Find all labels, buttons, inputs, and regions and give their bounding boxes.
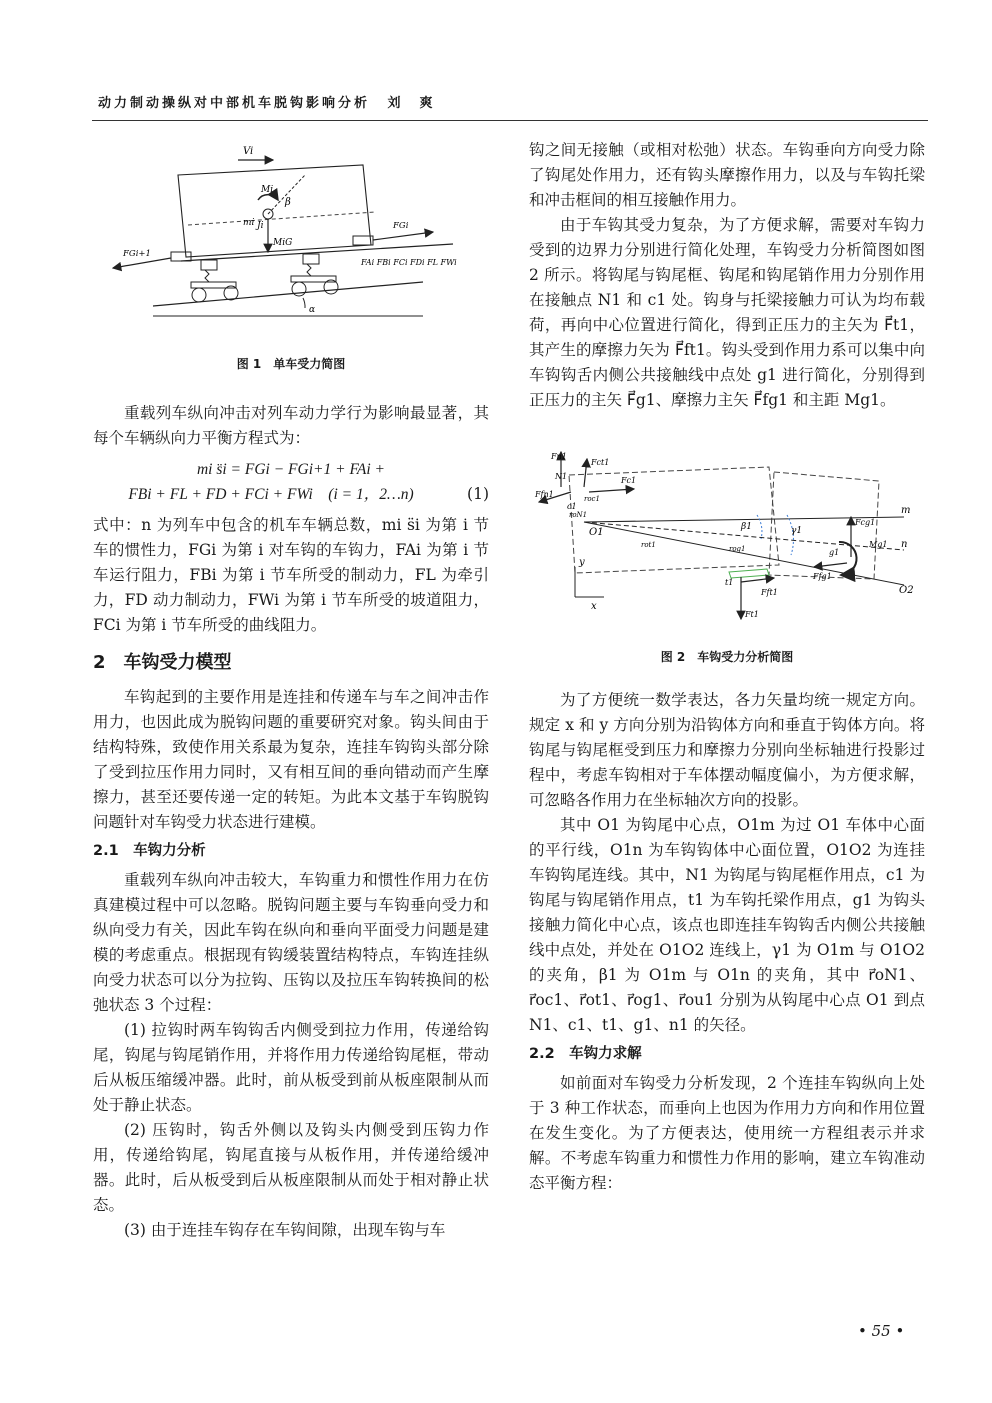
fig1-label-alpha: α [309, 305, 316, 315]
fct1-arrow [584, 459, 587, 487]
centre-line [188, 212, 375, 225]
figure-1-diagram [93, 130, 489, 320]
figure-2 [529, 447, 925, 670]
left-paragraph-3: 车钩起到的主要作用是连挂和传递车与车之间冲击作用力，也因此成为脱钩问题的重要研究对象。钩头间由于结构特殊，致使作用关系最为复杂，连挂车钩钩头部分除了受到拉压作用力同时，又有相互间的垂向错动而产生摩擦力，甚至还要传递一定的转矩。为此本文基于车钩脱钩问题针对车钩受力状态进行建模。 [93, 688, 489, 831]
fig1-label-moment: Mi [261, 185, 274, 195]
alpha-arc [303, 298, 305, 308]
right-paragraph-3: 为了方便统一数学表达，各力矢量均统一规定方向。规定 x 和 y 方向分别为沿钩体方向和垂直于钩体方向。将钩尾与钩尾框受到压力和摩擦力分别向坐标轴进行投影过程中，考虑车钩相对于车体摆动幅度偏小，为方便求解，可忽略各作用力在坐标轴次方向的投影。 [529, 691, 925, 809]
fig2-label-c1: c1 [567, 502, 577, 511]
left-paragraph-7: (3) 由于连挂车钩存在车钩间隙，出现车钩与车 [124, 1221, 446, 1239]
equation-1 [93, 457, 489, 507]
fig1-label-inertia: Ji [257, 221, 264, 231]
page-number: • 55 • [858, 1322, 905, 1340]
fig2-label-ffn1: Ffn1 [535, 490, 554, 499]
coupler-frame-left [569, 467, 779, 573]
fig2-label-fcg1: Fcg1 [855, 518, 876, 527]
right-paragraph-1: 钩之间无接触（或相对松弛）状态。车钩垂向方向受力除了钩尾处作用力，还有钩头摩擦作用力，以及与车钩托梁和冲击框间的相互接触作用力。 [529, 141, 925, 209]
beta1-arc [757, 515, 762, 539]
figure-1 [93, 130, 489, 377]
fig2-label-fft1: Fft1 [761, 588, 778, 597]
fig2-label-fn1: Fn1 [551, 452, 567, 461]
equation-1-line-2 [93, 482, 489, 507]
left-paragraph-2: 式中：n 为列车中包含的机车车辆总数，mi s̈i 为第 i 节车的惯性力，FGi 为第 i 对车钩的车钩力，FAi 为第 i 节车运行阻力，FBi 为第 i 节车所受的制动力，FL 为牵引力，FD 动力制动力，FWi 为第 i 节车所受的坡道阻力，FCi 为第 i 节车所受的曲线阻力。 [93, 516, 489, 634]
fig2-label-rot1: rot1 [641, 541, 656, 549]
fig2-label-roc1: roc1 [584, 495, 600, 503]
equation-1-number: (1) [467, 485, 489, 503]
figure-1-caption: 图 1 单车受力简图 [236, 357, 346, 371]
fgi-arrow [373, 232, 433, 240]
fig2-label-x: x [591, 601, 597, 612]
fig2-label-o2: O2 [899, 585, 914, 596]
fc1-arrow [589, 489, 634, 492]
fig2-label-m: m [901, 505, 911, 516]
figure-2-diagram [529, 447, 925, 627]
fig2-label-n: n [901, 539, 908, 550]
fig2-label-y: y [579, 557, 585, 568]
section-2-2-heading: 2.2 车钩力求解 [529, 1046, 642, 1062]
fig2-label-ffg1: Ffg1 [813, 572, 832, 581]
section-2-heading: 2 车钩受力模型 [93, 652, 232, 673]
fig2-label-t1: t1 [725, 578, 734, 587]
running-header [98, 92, 436, 111]
rail-slope [153, 282, 423, 306]
running-title: 动力制动操纵对中部机车脱钩影响分析 [98, 96, 371, 111]
fig2-label-o1: O1 [589, 527, 604, 538]
fig2-label-fc1: Fc1 [621, 476, 637, 485]
fig1-label-fgi: FGi [393, 221, 409, 231]
left-column [93, 130, 489, 1243]
right-paragraph-5: 如前面对车钩受力分析发现，2 个连挂车钩纵向上处于 3 种工作状态，而垂向上也因为作用力方向和作用位置在发生变化。为了方便表达，使用统一方程组表示并求解。不考虑车钩重力和惯性力作用的影响，建立车钩准动态平衡方程： [529, 1074, 925, 1192]
right-column [529, 138, 925, 1196]
figure-2-caption: 图 2 车钩受力分析简图 [660, 650, 794, 664]
fig2-label-ron1: roN1 [569, 511, 588, 519]
fig1-label-forces: FAi FBi FCi FDi FL FWi [361, 258, 457, 267]
left-paragraph-1: 重载列车纵向冲击对列车动力学行为影响最显著，其每个车辆纵向力平衡方程式为： [93, 404, 489, 447]
fft1-arrow [741, 578, 774, 582]
section-2-1-heading: 2.1 车钩力分析 [93, 843, 206, 859]
fig2-label-rog1: rog1 [729, 545, 746, 553]
header-rule [92, 120, 928, 121]
left-paragraph-6: (2) 压钩时，钩舌外侧以及钩头内侧受到压钩力作用，传递给钩尾，钩尾直接与从板作用，并传递给缓冲器。此时，后从板受到后从板座限制从而处于相对静止状态。 [93, 1121, 489, 1214]
fig1-label-velocity: Vi [243, 146, 254, 157]
equation-1-line-2-text: FBi + FL + FD + FCi + FWi (i = 1，2…n) [128, 486, 414, 503]
fig2-label-gamma1: γ1 [791, 526, 803, 536]
fig2-label-g1: g1 [829, 548, 840, 557]
fig1-label-mass: mi [243, 218, 255, 228]
fgi1-arrow [113, 258, 171, 268]
fig2-label-mg1: Mg1 [869, 540, 888, 549]
rear-bogie [191, 260, 238, 302]
left-paragraph-5: (1) 拉钩时两车钩钩舌内侧受到拉力作用，传递给钩尾，钩尾与钩尾销作用，并将作用力传递给钩尾框，带动后从板压缩缓冲器。此时，前从板受到前从板座限制从而处于静止状态。 [93, 1021, 489, 1114]
ffg1-arrow [814, 563, 847, 567]
right-paragraph-2: 由于车钩其受力复杂，为了方便求解，需要对车钩力受到的边界力分别进行简化处理，车钩受力分析简图如图 2 所示。将钩尾与钩尾框、钩尾和钩尾销作用力分别作用在接触点 N1 和 c1 处。钩身与托梁接触力可认为均布载荷，再向中心位置进行简化，得到正压力的主矢为 F⃗t1，其产生的摩擦力矢为 F⃗ft1。钩头受到作用力系可以集中向车钩钩舌内侧公共接触线中点处 g1 进行简化，分别得到正压力的主矢 F⃗g1、摩擦力主矢 F⃗fg1 和主距 Mg1。 [529, 216, 925, 409]
equation-1-line-1: mi s̈i = FGi − FGi+1 + FAi + [196, 461, 386, 478]
support-beam [729, 569, 769, 578]
beta-line [268, 175, 305, 214]
fig2-label-fct1: Fct1 [591, 458, 610, 467]
header-author: 刘 爽 [387, 96, 436, 111]
left-paragraph-4: 重载列车纵向冲击较大，车钩重力和惯性作用力在仿真建模过程中可以忽略。脱钩问题主要与车钩垂向受力和纵向受力有关，因此车钩在纵向和垂向平面受力问题是建模的考虑重点。根据现有钩缓装置结构特点，车钩连挂纵向受力状态可以分为拉钩、压钩以及拉压车钩转换间的松弛状态 3 个过程： [93, 871, 489, 1014]
fig1-label-beta: β [285, 197, 291, 208]
fig1-label-gravity: MiG [273, 238, 293, 248]
fig2-label-n1: N1 [555, 472, 568, 481]
fig2-label-ft1: Ft1 [745, 610, 759, 619]
right-paragraph-4: 其中 O1 为钩尾中心点，O1m 为过 O1 车体中心面的平行线，O1n 为车钩钩体中心面位置，O1O2 为连挂车钩钩尾连线。其中，N1 为钩尾与钩尾框作用点，c1 为钩尾与钩尾销作用点，t1 为车钩托梁作用点，g1 为钩头接触力简化中心点，该点也即连挂车钩钩舌内侧公共接触线中点处，并处在 O1O2 连线上，γ1 为 O1m 与 O1O2 的夹角，β1 为 O1m 与 O1n 的夹角，其中 r⃗oN1、r⃗oc1、r⃗ot1、r⃗og1、r⃗ou1 分别为从钩尾中心点 O1 到点 N1、c1、t1、g1、n1 的矢径。 [529, 816, 925, 1034]
fig2-label-beta1: β1 [741, 522, 752, 532]
mg1-arc [839, 542, 857, 575]
moment-arc [258, 195, 278, 200]
fig1-label-fgi1: FGi+1 [123, 249, 151, 259]
